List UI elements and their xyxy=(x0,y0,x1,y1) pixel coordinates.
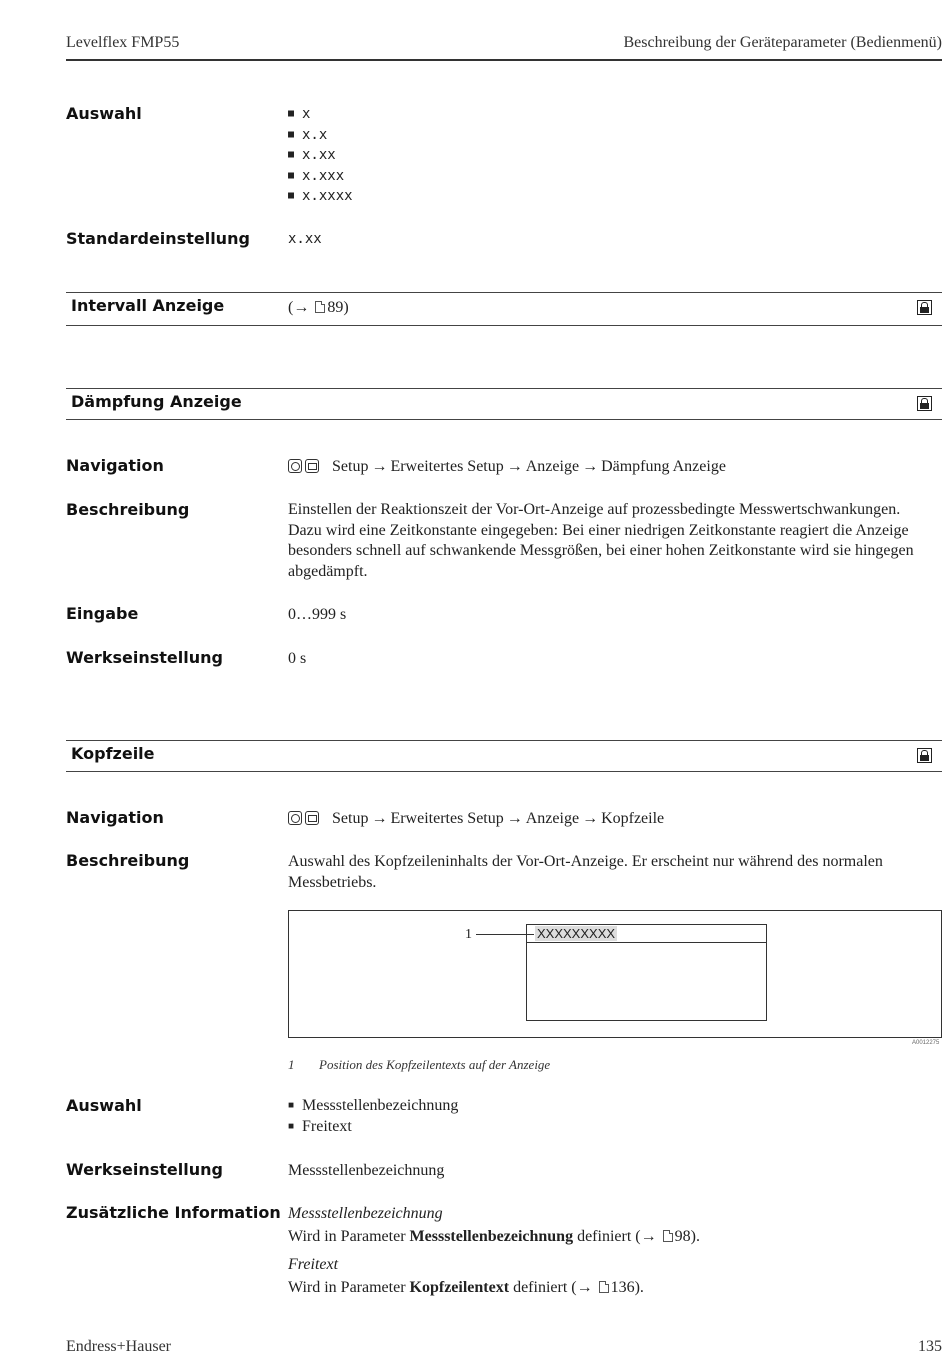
section-rule xyxy=(66,388,942,389)
header-left: Levelflex FMP55 xyxy=(66,34,180,51)
display-operation-icon xyxy=(288,459,302,473)
parameter-link: Kopfzeilentext xyxy=(409,1278,510,1296)
info-item-title: Messstellenbezeichnung xyxy=(288,1205,443,1222)
auswahl-label: Auswahl xyxy=(66,104,142,123)
callout-number: 1 xyxy=(465,927,472,942)
display-header-text: XXXXXXXXX xyxy=(537,926,616,941)
text-line: Dazu wird eine Zeitkonstante eingegeben: Bei einer niedrigen Zeitkonstante reagiert die Anzeige xyxy=(288,521,909,539)
text-line: abgedämpft. xyxy=(288,562,368,580)
header-rule xyxy=(66,59,942,61)
section-rule xyxy=(66,419,942,420)
nav-step: Kopfzeile xyxy=(601,810,665,827)
auswahl-option: ■ x.xx xyxy=(288,145,353,166)
ref-page: 89) xyxy=(327,299,349,316)
nav-step: Erweitertes Setup xyxy=(390,458,504,475)
display-operation-icon xyxy=(288,811,302,825)
werkseinstellung-label: Werkseinstellung xyxy=(66,648,223,667)
section-rule xyxy=(66,771,942,772)
werkseinstellung-label: Werkseinstellung xyxy=(66,1160,223,1179)
eingabe-label: Eingabe xyxy=(66,604,139,623)
display-illustration xyxy=(526,924,767,1021)
beschreibung-text xyxy=(288,852,942,893)
info-text: definiert (→ xyxy=(509,1278,593,1296)
page-reference-icon xyxy=(663,1230,673,1242)
beschreibung-label: Beschreibung xyxy=(66,500,190,519)
nav-step: Setup xyxy=(332,458,369,475)
auswahl-list xyxy=(288,104,353,207)
navigation-label: Navigation xyxy=(66,456,164,475)
lock-icon xyxy=(917,748,932,763)
page-reference-icon xyxy=(315,301,325,313)
operating-tool-icon xyxy=(305,811,319,825)
auswahl-list xyxy=(288,1096,458,1137)
info-text: Wird in Parameter xyxy=(288,1227,410,1245)
auswahl-label: Auswahl xyxy=(66,1096,142,1115)
zusatz-info xyxy=(288,1204,942,1298)
info-text: definiert (→ xyxy=(573,1227,657,1245)
info-item-text xyxy=(288,1227,942,1248)
lock-icon xyxy=(917,300,932,315)
intervall-reference[interactable] xyxy=(288,298,349,319)
figure-caption: Position des Kopfzeilentexts auf der Anzeige xyxy=(319,1057,551,1072)
section-rule xyxy=(66,325,942,326)
caption-number: 1 xyxy=(288,1057,295,1072)
navigation-path: Setup → Erweitertes Setup → Anzeige → Dämpfung Anzeige xyxy=(288,457,726,478)
auswahl-option: ■ x xyxy=(288,104,353,125)
auswahl-option: ■ x.xxx xyxy=(288,166,353,187)
ref-page[interactable]: 136). xyxy=(610,1278,644,1296)
nav-step: Erweitertes Setup xyxy=(390,810,504,827)
navigation-path: Setup → Erweitertes Setup → Anzeige → Kopfzeile xyxy=(288,809,664,830)
werkseinstellung-value: 0 s xyxy=(288,650,307,667)
figure-code: A0012275 xyxy=(912,1040,940,1046)
eingabe-value: 0…999 s xyxy=(288,606,347,623)
header-figure xyxy=(288,910,942,1038)
standard-value: x.xx xyxy=(288,231,322,247)
nav-step: Dämpfung Anzeige xyxy=(601,458,726,475)
info-item-text xyxy=(288,1278,942,1299)
nav-step: Anzeige xyxy=(525,458,580,475)
header-right: Beschreibung der Geräteparameter (Bedienmenü) xyxy=(623,34,942,51)
auswahl-option: ■ x.xxxx xyxy=(288,186,353,207)
beschreibung-text xyxy=(288,500,942,582)
info-text: Wird in Parameter xyxy=(288,1278,410,1296)
auswahl-option: ■ Freitext xyxy=(288,1117,458,1138)
info-item-title: Freitext xyxy=(288,1256,339,1273)
text-line: Messbetriebs. xyxy=(288,873,377,891)
zusatz-info-label: Zusätzliche Information xyxy=(66,1203,281,1222)
text-line: Auswahl des Kopfzeileninhalts der Vor-Ort-Anzeige. Er erscheint nur während des normalen xyxy=(288,853,883,870)
werkseinstellung-value: Messstellenbezeichnung xyxy=(288,1162,445,1179)
display-header-bar xyxy=(527,925,766,943)
nav-step: Anzeige xyxy=(525,810,580,827)
section-rule xyxy=(66,292,942,293)
text-line: Einstellen der Reaktionszeit der Vor-Ort-Anzeige auf prozessbedingte Messwertschwankungen. xyxy=(288,501,901,518)
text-line: besonders schnell auf schwankende Messgrößen, bei einer hohen Zeitkonstante wird sie hingegen xyxy=(288,542,914,559)
parameter-link: Messstellenbezeichnung xyxy=(409,1227,574,1245)
auswahl-option: ■ x.x xyxy=(288,125,353,146)
footer-left: Endress+Hauser xyxy=(66,1338,171,1355)
ref-page[interactable]: 98). xyxy=(674,1227,700,1245)
section-title-kopfzeile: Kopfzeile xyxy=(71,744,155,763)
auswahl-option: ■ Messstellenbezeichnung xyxy=(288,1096,458,1117)
navigation-label: Navigation xyxy=(66,808,164,827)
beschreibung-label: Beschreibung xyxy=(66,851,190,870)
section-rule xyxy=(66,740,942,741)
operating-tool-icon xyxy=(305,459,319,473)
page-number: 135 xyxy=(918,1338,942,1355)
standard-label: Standardeinstellung xyxy=(66,229,250,248)
lock-icon xyxy=(917,396,932,411)
nav-step: Setup xyxy=(332,810,369,827)
section-title-intervall: Intervall Anzeige xyxy=(71,296,225,315)
page-reference-icon xyxy=(599,1281,609,1293)
ref-open: (→ xyxy=(288,299,310,316)
section-title-daempfung: Dämpfung Anzeige xyxy=(71,392,242,411)
